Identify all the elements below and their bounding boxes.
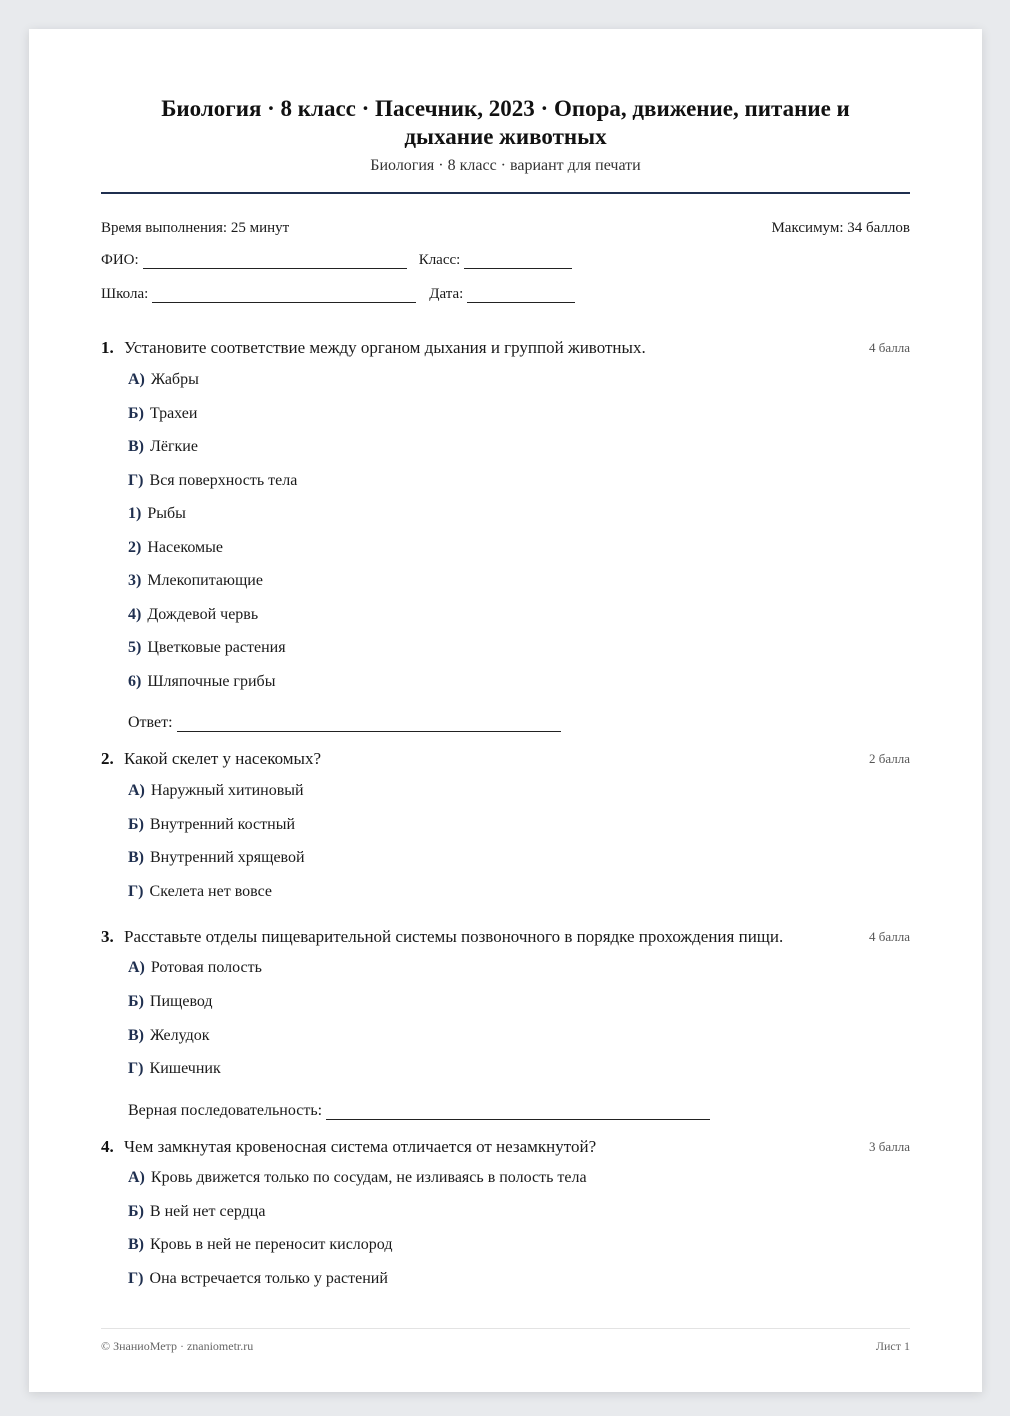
option-text: Скелета нет вовсе — [149, 883, 272, 900]
question-2 — [101, 749, 910, 909]
fio-class-row — [101, 252, 910, 269]
option-5[interactable] — [128, 639, 910, 673]
option-g[interactable] — [128, 472, 910, 505]
option-text: Внутренний хрящевой — [150, 849, 305, 866]
question-1 — [101, 338, 910, 732]
option-v[interactable] — [128, 1236, 910, 1270]
answer-label: Ответ: — [128, 714, 173, 731]
question-text: Расставьте отделы пищеварительной системы позвоночного в порядке прохождения пищи. — [124, 927, 784, 946]
time-limit: Время выполнения: 25 минут — [101, 220, 290, 236]
option-letter: Б) — [128, 816, 144, 833]
option-text: Насекомые — [147, 539, 224, 556]
option-letter: 2) — [128, 539, 142, 556]
option-text: Пищевод — [149, 993, 213, 1010]
option-2[interactable] — [128, 539, 910, 572]
question-number: 1. — [101, 338, 114, 357]
option-letter: А) — [128, 959, 145, 976]
question-number: 2. — [101, 749, 114, 768]
page-title: Биология · 8 класс · Пасечник, 2023 · Опора, движение, питание и дыхание животных — [161, 96, 850, 149]
option-text: Шляпочные грибы — [147, 673, 276, 690]
class-label: Класс: — [418, 252, 461, 268]
option-text: Наружный хитиновый — [150, 782, 304, 799]
question-points: 4 балла — [869, 340, 910, 355]
option-letter: 5) — [128, 639, 142, 656]
sequence-answer-row — [128, 1094, 910, 1120]
option-letter: В) — [128, 1027, 144, 1044]
option-letter: 4) — [128, 606, 142, 623]
school-date-row — [101, 286, 910, 303]
option-text: Цветковые растения — [147, 639, 286, 656]
option-text: Млекопитающие — [147, 572, 263, 589]
question-points: 3 балла — [869, 1139, 910, 1154]
option-text: Внутренний костный — [149, 816, 296, 833]
option-letter: 1) — [128, 505, 142, 522]
option-b[interactable] — [128, 993, 910, 1027]
worksheet-content — [101, 95, 910, 1296]
option-letter: Г) — [128, 472, 144, 489]
option-a[interactable] — [128, 1169, 910, 1203]
question-number: 4. — [101, 1137, 114, 1156]
option-a[interactable] — [128, 959, 910, 993]
max-score: Максимум: 34 баллов — [771, 220, 910, 236]
question-text: Чем замкнутая кровеносная система отличается от незамкнутой? — [124, 1137, 597, 1156]
option-text: Дождевой червь — [147, 606, 259, 623]
option-3[interactable] — [128, 572, 910, 606]
option-letter: А) — [128, 1169, 145, 1186]
question-4 — [101, 1137, 910, 1296]
question-points: 4 балла — [869, 929, 910, 944]
option-letter: Г) — [128, 1270, 144, 1287]
option-b[interactable] — [128, 405, 910, 438]
question-text: Установите соответствие между органом дыхания и группой животных. — [124, 338, 646, 357]
option-letter: А) — [128, 782, 145, 799]
option-letter: В) — [128, 438, 144, 455]
option-letter: 6) — [128, 673, 142, 690]
school-field[interactable] — [152, 286, 416, 303]
meta-row — [101, 220, 910, 237]
option-text: Трахеи — [149, 405, 198, 422]
option-text: Ротовая полость — [150, 959, 262, 976]
question-4-head — [101, 1137, 910, 1157]
question-number: 3. — [101, 927, 114, 946]
page-footer — [101, 1328, 910, 1354]
question-3-head — [101, 927, 910, 947]
option-g[interactable] — [128, 1270, 910, 1296]
option-text: Кровь движется только по сосудам, не изливаясь в полость тела — [150, 1169, 587, 1186]
question-3 — [101, 927, 910, 1120]
sequence-field[interactable] — [326, 1103, 710, 1120]
option-text: Жабры — [150, 371, 199, 388]
question-2-head — [101, 749, 910, 769]
option-text: Вся поверхность тела — [149, 472, 298, 489]
option-text: Желудок — [150, 1027, 210, 1044]
option-letter: Б) — [128, 993, 144, 1010]
option-letter: Б) — [128, 1203, 144, 1220]
option-v[interactable] — [128, 438, 910, 472]
footer-page-number: Лист 1 — [875, 1339, 910, 1353]
school-label: Школа: — [101, 286, 149, 302]
option-text: В ней нет сердца — [149, 1203, 266, 1220]
option-letter: Г) — [128, 1060, 144, 1077]
question-1-head — [101, 338, 910, 358]
option-letter: Г) — [128, 883, 144, 900]
footer-copyright: © ЗнаниоМетр · znaniometr.ru — [101, 1339, 254, 1353]
option-text: Кровь в ней не переносит кислород — [150, 1236, 393, 1253]
option-a[interactable] — [128, 371, 910, 405]
option-a[interactable] — [128, 782, 910, 816]
option-v[interactable] — [128, 849, 910, 883]
option-letter: В) — [128, 849, 144, 866]
option-text: Кишечник — [149, 1060, 221, 1077]
worksheet-page — [29, 29, 982, 1392]
option-letter: Б) — [128, 405, 144, 422]
date-field[interactable] — [467, 286, 575, 303]
header-divider — [101, 192, 910, 194]
class-field[interactable] — [464, 252, 572, 269]
sequence-label: Верная последовательность: — [128, 1102, 323, 1119]
option-v[interactable] — [128, 1027, 910, 1060]
answer-field[interactable] — [177, 715, 561, 732]
option-1[interactable] — [128, 505, 910, 539]
option-b[interactable] — [128, 816, 910, 849]
option-b[interactable] — [128, 1203, 910, 1236]
option-g[interactable] — [128, 883, 910, 909]
option-text: Рыбы — [147, 505, 186, 522]
question-points: 2 балла — [869, 751, 910, 766]
option-text: Она встречается только у растений — [149, 1270, 388, 1287]
page-subtitle: Биология · 8 класс · вариант для печати — [370, 157, 641, 174]
option-letter: В) — [128, 1236, 144, 1253]
option-6[interactable] — [128, 673, 910, 706]
fio-field[interactable] — [143, 252, 407, 269]
question-text: Какой скелет у насекомых? — [124, 749, 322, 768]
fio-label: ФИО: — [101, 252, 139, 268]
answer-row — [128, 706, 910, 732]
option-text: Лёгкие — [150, 438, 198, 455]
option-4[interactable] — [128, 606, 910, 639]
option-letter: 3) — [128, 572, 142, 589]
option-letter: А) — [128, 371, 145, 388]
option-g[interactable] — [128, 1060, 910, 1094]
date-label: Дата: — [429, 286, 464, 302]
